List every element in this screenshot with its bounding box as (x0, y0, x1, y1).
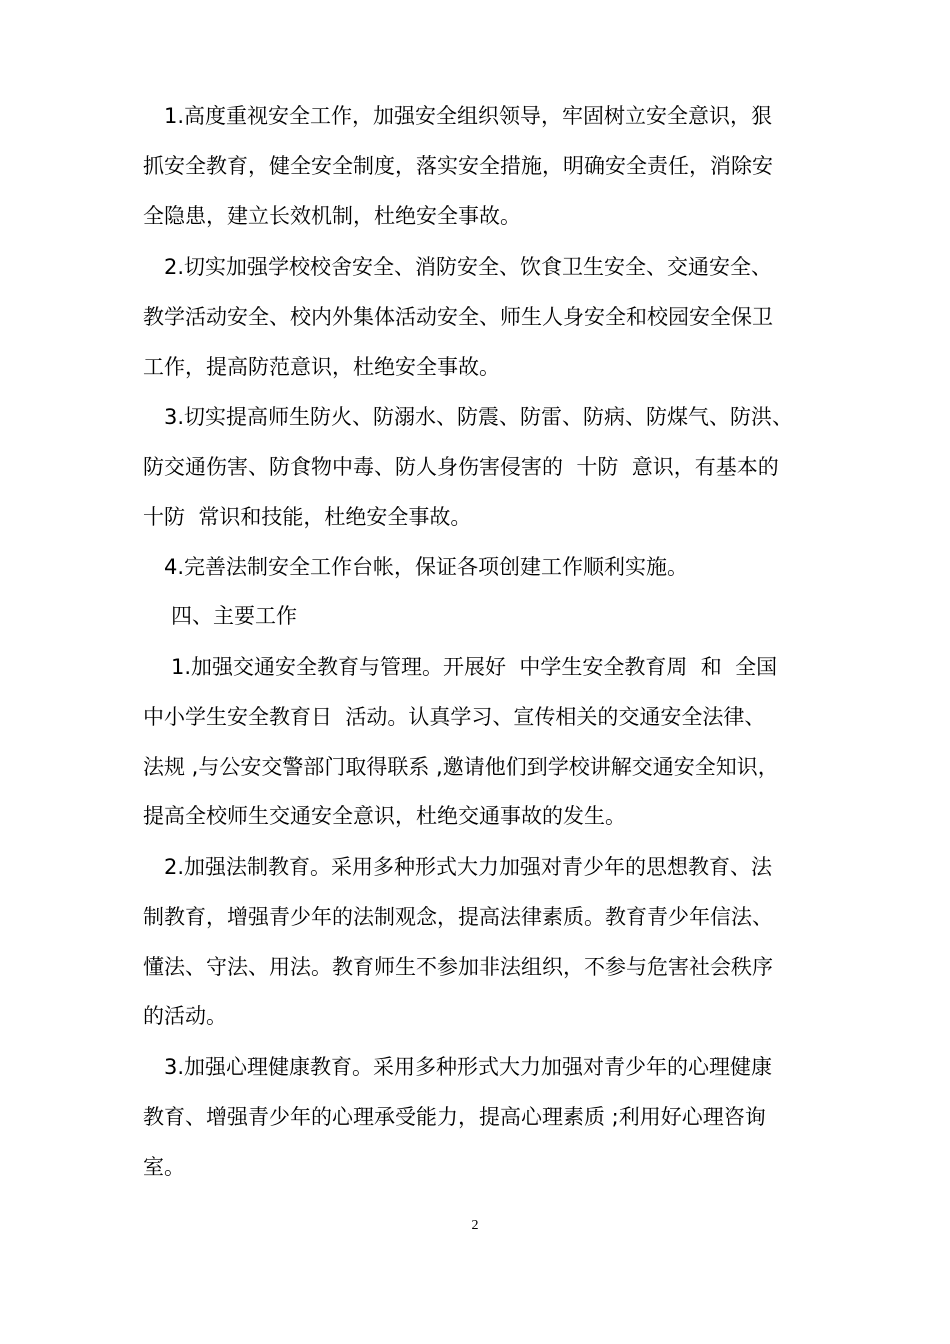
text-line: 全隐患，建立长效机制，杜绝安全事故。 (143, 204, 521, 228)
text-line: 防交通伤害、防食物中毒、防人身伤害侵害的 十防 意识，有基本的 (143, 455, 779, 479)
text-line: 室。 (143, 1155, 185, 1179)
text-line: 法规 ,与公安交警部门取得联系 ,邀请他们到学校讲解交通安全知识， (143, 755, 779, 779)
text-line: 1.高度重视安全工作，加强安全组织领导，牢固树立安全意识，狠 (164, 104, 773, 128)
text-line: 的活动。 (143, 1004, 227, 1028)
text-line: 十防 常识和技能，杜绝安全事故。 (143, 505, 472, 529)
text-line: 1.加强交通安全教育与管理。开展好 中学生安全教育周 和 全国 (171, 655, 778, 679)
text-line: 工作，提高防范意识，杜绝安全事故。 (143, 355, 500, 379)
section-heading: 四、主要工作 (171, 604, 297, 628)
text-line: 2.加强法制教育。采用多种形式大力加强对青少年的思想教育、法 (164, 855, 773, 879)
text-line: 3.切实提高师生防火、防溺水、防震、防雷、防病、防煤气、防洪、 (164, 405, 794, 429)
text-line: 制教育，增强青少年的法制观念，提高法律素质。教育青少年信法、 (143, 905, 773, 929)
text-line: 2.切实加强学校校舍安全、消防安全、饮食卫生安全、交通安全、 (164, 255, 773, 279)
text-line: 3.加强心理健康教育。采用多种形式大力加强对青少年的心理健康 (164, 1055, 773, 1079)
text-line: 4.完善法制安全工作台帐，保证各项创建工作顺利实施。 (164, 555, 689, 579)
text-line: 教育、增强青少年的心理承受能力，提高心理素质 ;利用好心理咨询 (143, 1105, 766, 1129)
text-line: 懂法、守法、用法。教育师生不参加非法组织，不参与危害社会秩序 (143, 955, 773, 979)
text-line: 中小学生安全教育日 活动。认真学习、宣传相关的交通安全法律、 (143, 705, 766, 729)
text-line: 教学活动安全、校内外集体活动安全、师生人身安全和校园安全保卫 (143, 305, 773, 329)
text-line: 抓安全教育，健全安全制度，落实安全措施，明确安全责任，消除安 (143, 154, 773, 178)
page-number: 2 (471, 1218, 479, 1233)
text-line: 提高全校师生交通安全意识，杜绝交通事故的发生。 (143, 804, 626, 828)
